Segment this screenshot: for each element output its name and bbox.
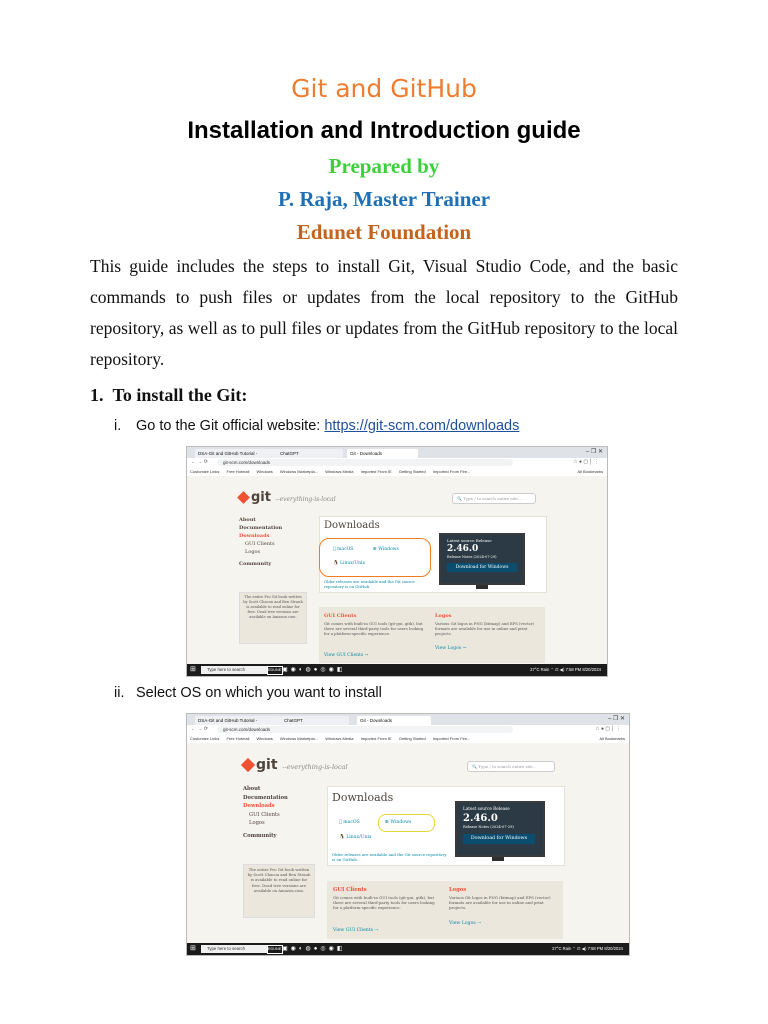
nav-logos[interactable]: Logos bbox=[245, 549, 261, 555]
git-site-page bbox=[187, 476, 607, 664]
nav-about[interactable]: About bbox=[243, 786, 261, 792]
site-search-input[interactable]: 🔍 Type / to search entire site... bbox=[452, 493, 536, 504]
tab-git-downloads[interactable]: Git - Downloads bbox=[347, 449, 418, 458]
bookmark[interactable]: Windows Marketpla... bbox=[279, 469, 319, 474]
download-button[interactable]: Download for Windows bbox=[463, 834, 535, 844]
logos-title: Logos bbox=[435, 613, 452, 619]
nav-documentation[interactable]: Documentation bbox=[243, 794, 288, 801]
version-number: 2.46.0 bbox=[463, 813, 498, 824]
nav-gui-clients[interactable]: GUI Clients bbox=[245, 541, 275, 547]
downloads-title: Downloads bbox=[324, 520, 380, 531]
latest-release-monitor bbox=[439, 533, 525, 585]
logos-link[interactable]: View Logos → bbox=[435, 646, 467, 651]
latest-label: Latest source Release bbox=[463, 806, 510, 811]
url-input[interactable]: git-scm.com/downloads bbox=[217, 459, 513, 466]
download-button[interactable]: Download for Windows bbox=[447, 563, 517, 572]
tab-strip bbox=[187, 714, 629, 725]
bookmark[interactable]: Getting Started bbox=[398, 469, 426, 474]
system-tray: 27°C Rain ⌃ ⊡ ◀) 7:58 PM 8/20/2024 bbox=[552, 946, 623, 951]
os-macos[interactable]: macOS bbox=[333, 547, 350, 552]
nav-arrows-icon[interactable]: ← → ⟳ bbox=[191, 459, 208, 465]
git-diamond-icon bbox=[241, 758, 255, 772]
os-windows[interactable]: ⊞ Windows bbox=[385, 820, 412, 825]
git-site-page bbox=[187, 743, 629, 943]
older-releases[interactable]: Older releases are available and the Git source repository is on GitHub. bbox=[324, 579, 415, 589]
section-heading bbox=[90, 385, 247, 406]
browser-screenshot-2 bbox=[186, 713, 630, 956]
release-notes[interactable]: Release Notes (2024-07-29) bbox=[447, 555, 497, 559]
tab-youtube[interactable]: DSA-Git and GitHub Tutorial - bbox=[195, 449, 279, 458]
tab-chatgpt[interactable]: ChatGPT bbox=[281, 716, 349, 725]
bookmark[interactable]: Imported From Fire... bbox=[432, 736, 471, 741]
bookmarks-bar bbox=[187, 735, 629, 743]
all-bookmarks[interactable]: All Bookmarks bbox=[577, 469, 603, 474]
git-logo[interactable]: git --everything-is-local bbox=[243, 757, 348, 773]
monitor-stand bbox=[476, 585, 488, 589]
step-number: i. bbox=[114, 418, 122, 434]
nav-about[interactable]: About bbox=[239, 517, 256, 523]
nav-gui-clients[interactable]: GUI Clients bbox=[249, 811, 280, 818]
doc-title: Git and GitHub bbox=[291, 74, 477, 103]
tab-chatgpt[interactable]: ChatGPT bbox=[277, 449, 343, 458]
logos-text: Various Git logos in PNG (bitmap) and EPS (vector) formats are available for use in online and print projects. bbox=[449, 895, 551, 911]
bookmark[interactable]: Windows bbox=[256, 736, 273, 741]
git-diamond-icon bbox=[237, 491, 250, 504]
step-text: Go to the Git official website: bbox=[136, 418, 325, 434]
system-tray: 27°C Rain ⌃ ⊡ ◀) 7:58 PM 8/20/2024 bbox=[530, 667, 601, 672]
taskbar bbox=[187, 943, 629, 955]
section-number: 1. bbox=[90, 385, 104, 405]
step-text: Select OS on which you want to install bbox=[136, 685, 382, 701]
bookmark[interactable]: Imported From Fire... bbox=[432, 469, 471, 474]
edunet-badge: EDUNET bbox=[267, 666, 283, 675]
windows-start-icon[interactable]: ⊞ bbox=[190, 945, 196, 952]
os-linux[interactable]: 🐧 Linux/Unix bbox=[339, 835, 372, 840]
gui-clients-link[interactable]: View GUI Clients → bbox=[333, 928, 379, 933]
logos-link[interactable]: View Logos → bbox=[449, 921, 482, 926]
bookmark[interactable]: Windows Media bbox=[325, 736, 354, 741]
gui-clients-title: GUI Clients bbox=[324, 613, 357, 619]
git-downloads-link[interactable]: https://git-scm.com/downloads bbox=[324, 418, 520, 434]
window-controls[interactable]: – ❐ ✕ bbox=[607, 716, 625, 722]
nav-documentation[interactable]: Documentation bbox=[239, 525, 283, 531]
nav-downloads[interactable]: Downloads bbox=[239, 533, 270, 539]
bookmarks-bar bbox=[187, 468, 607, 476]
toolbar-icons[interactable]: ☆ ● ▢ │ ⋮ bbox=[595, 726, 621, 732]
site-sidebar bbox=[243, 785, 288, 840]
section-title: To install the Git: bbox=[112, 385, 248, 405]
bookmark[interactable]: Imported From IE bbox=[360, 469, 392, 474]
latest-release-monitor bbox=[455, 801, 545, 857]
version-number: 2.46.0 bbox=[447, 544, 479, 554]
site-search-input[interactable]: 🔍 Type / to search entire site... bbox=[467, 761, 555, 772]
tab-strip bbox=[187, 447, 607, 458]
step-1 bbox=[114, 418, 519, 434]
bookmark[interactable]: Free Hotmail bbox=[226, 736, 250, 741]
taskbar bbox=[187, 664, 607, 676]
bookmark[interactable]: Customize Links bbox=[190, 736, 220, 741]
step-number: ii. bbox=[114, 685, 125, 701]
taskbar-apps[interactable]: ▣◉◐◍●◎◉◧ bbox=[282, 667, 346, 673]
gui-clients-title: GUI Clients bbox=[333, 887, 367, 893]
monitor-stand bbox=[492, 857, 504, 861]
step-2 bbox=[114, 685, 382, 701]
url-input[interactable]: git-scm.com/downloads bbox=[217, 726, 513, 733]
all-bookmarks[interactable]: All Bookmarks bbox=[599, 736, 625, 741]
bookmark[interactable]: Customize Links bbox=[190, 469, 220, 474]
os-windows[interactable]: ⊞ Windows bbox=[373, 547, 399, 552]
bookmark[interactable]: Windows bbox=[256, 469, 273, 474]
gui-clients-text: Git comes with built-in GUI tools (git-gui, gitk), but there are several third-party tools for users looking for a platform-specific experience. bbox=[333, 895, 435, 911]
edunet-badge: EDUNET bbox=[267, 945, 283, 954]
release-notes[interactable]: Release Notes (2024-07-29) bbox=[463, 825, 514, 829]
bookmark[interactable]: Windows Marketpla... bbox=[279, 736, 319, 741]
gui-clients-text: Git comes with built-in GUI tools (git-gui, gitk), but there are several third-party tools for users looking for a platform-specific experience. bbox=[324, 621, 424, 636]
highlight-ring bbox=[319, 538, 431, 577]
taskbar-search[interactable]: Type here to search bbox=[201, 945, 267, 953]
organization: Edunet Foundation bbox=[296, 220, 472, 244]
toolbar-icons[interactable]: ☆ ● ▢ │ ⋮ bbox=[573, 459, 599, 465]
intro-paragraph: This guide includes the steps to install Git, Visual Studio Code, and the basic commands to push files or updates from the local repository to the GitHub repository, as well as to pull files or updates from the GitHub repository to the local repository. bbox=[90, 256, 678, 369]
nav-arrows-icon[interactable]: ← → ⟳ bbox=[191, 726, 208, 732]
bookmark[interactable]: Imported From IE bbox=[360, 736, 392, 741]
gui-clients-link[interactable]: View GUI Clients → bbox=[324, 653, 369, 658]
pro-git-promo: The entire Pro Git book written by Scott Chacon and Ben Straub is available to read online for free. Dead tree versions are available on Amazon.com. bbox=[243, 864, 315, 918]
windows-highlight-ring bbox=[378, 814, 435, 832]
os-linux[interactable]: 🐧 Linux/Unix bbox=[333, 561, 365, 566]
windows-start-icon[interactable]: ⊞ bbox=[190, 666, 196, 673]
nav-community[interactable]: Community bbox=[243, 832, 277, 839]
doc-subtitle: Installation and Introduction guide bbox=[187, 117, 581, 144]
taskbar-search[interactable]: Type here to search bbox=[201, 666, 267, 674]
site-sidebar bbox=[239, 516, 282, 568]
nav-logos[interactable]: Logos bbox=[249, 820, 265, 826]
prepared-by: Prepared by bbox=[328, 154, 440, 178]
logos-text: Various Git logos in PNG (bitmap) and EPS (vector) formats are available for use in online and print projects. bbox=[435, 621, 535, 636]
git-logo[interactable]: git --everything-is-local bbox=[239, 490, 336, 505]
nav-community[interactable]: Community bbox=[239, 561, 272, 567]
bookmark[interactable]: Free Hotmail bbox=[226, 469, 250, 474]
tab-git-downloads[interactable]: Git - Downloads bbox=[357, 716, 431, 725]
browser-screenshot-1 bbox=[186, 446, 608, 677]
author: P. Raja, Master Trainer bbox=[277, 187, 491, 211]
bookmark[interactable]: Getting Started bbox=[398, 736, 426, 741]
downloads-title: Downloads bbox=[332, 791, 394, 804]
bookmark[interactable]: Windows Media bbox=[325, 469, 354, 474]
logos-title: Logos bbox=[449, 887, 467, 893]
latest-label: Latest source Release bbox=[447, 538, 492, 543]
taskbar-apps[interactable]: ▣◉◐◍●◎◉◧ bbox=[282, 946, 346, 952]
older-releases[interactable]: Older releases are available and the Git source repository is on GitHub. bbox=[332, 852, 447, 862]
tab-youtube[interactable]: DSA-Git and GitHub Tutorial - bbox=[195, 716, 281, 725]
pro-git-promo: The entire Pro Git book written by Scott Chacon and Ben Straub is available to read online for free. Dead tree versions are available on Amazon.com. bbox=[239, 592, 307, 644]
os-macos[interactable]: macOS bbox=[339, 820, 356, 825]
nav-downloads[interactable]: Downloads bbox=[243, 803, 275, 809]
window-controls[interactable]: – ❐ ✕ bbox=[585, 449, 603, 455]
